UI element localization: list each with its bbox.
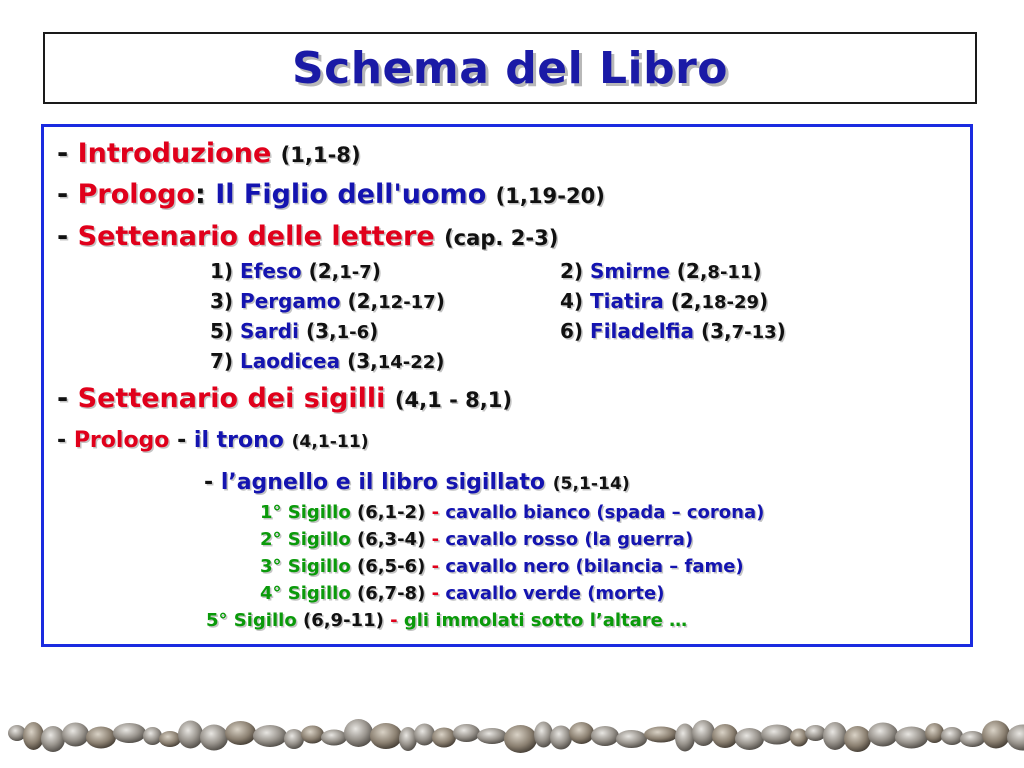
- pebble: [200, 725, 228, 751]
- section-label: Settenario dei sigilli: [77, 383, 386, 414]
- item-number: 7): [210, 349, 234, 373]
- verse-ref: (6,7-8): [356, 583, 426, 604]
- seal-label: 4° Sigillo: [260, 583, 351, 604]
- section-label: Prologo: [73, 428, 170, 453]
- pebble: [399, 727, 417, 751]
- pebble: [370, 723, 402, 749]
- pebble: [941, 727, 963, 745]
- church-item: [560, 259, 762, 283]
- item-number: 6): [560, 319, 584, 343]
- outline-prologo: [57, 179, 605, 210]
- pebble: [925, 723, 944, 743]
- church-item: [210, 319, 378, 343]
- pebble: [23, 722, 44, 750]
- separator: -: [177, 428, 187, 453]
- pebble: [1007, 725, 1024, 751]
- seal-item: [260, 556, 744, 577]
- pebble: [143, 727, 162, 745]
- pebble: [62, 723, 89, 747]
- pebble-border: [0, 712, 1024, 762]
- seal-item: [260, 529, 693, 550]
- pebble: [414, 724, 435, 746]
- seal-description: cavallo verde (morte): [445, 583, 665, 604]
- pebble: [253, 725, 287, 747]
- pebble: [113, 723, 146, 743]
- verse-ref: (2,1-7): [308, 259, 381, 283]
- pebble: [504, 725, 537, 753]
- pebble: [982, 721, 1010, 749]
- pebble: [675, 724, 695, 752]
- pebble: [284, 729, 304, 749]
- bullet-dash: -: [57, 179, 69, 210]
- pebble: [616, 730, 647, 748]
- verse-ref: (cap. 2-3): [444, 225, 559, 250]
- seal-item: [260, 502, 764, 523]
- church-item: [210, 349, 444, 373]
- seal-description: cavallo nero (bilancia – fame): [445, 556, 744, 577]
- church-item: [560, 319, 786, 343]
- verse-ref: (3,1-6): [305, 319, 379, 343]
- bullet-dash: -: [57, 221, 69, 252]
- seal-item: [206, 610, 687, 631]
- title-box: [43, 32, 977, 104]
- outline-sigilli: [57, 383, 512, 414]
- separator: -: [431, 556, 440, 577]
- verse-ref: (5,1-14): [552, 474, 630, 494]
- verse-ref: (6,5-6): [356, 556, 426, 577]
- page-title: Schema del Libro: [291, 42, 729, 94]
- pebble: [344, 719, 373, 747]
- seal-label: 1° Sigillo: [260, 502, 351, 523]
- pebble: [868, 723, 898, 747]
- section-subtitle: Il Figlio dell'uomo: [215, 179, 487, 210]
- separator: -: [431, 529, 440, 550]
- pebble: [477, 728, 507, 744]
- outline-agnello: [204, 470, 630, 495]
- church-name: Sardi: [240, 319, 299, 343]
- item-number: 5): [210, 319, 234, 343]
- church-name: Pergamo: [240, 289, 341, 313]
- bullet-dash: -: [204, 470, 214, 495]
- pebble: [823, 722, 847, 750]
- separator: -: [431, 583, 440, 604]
- seal-description: cavallo rosso (la guerra): [445, 529, 694, 550]
- separator: -: [431, 502, 440, 523]
- pebble: [712, 724, 738, 748]
- pebble: [321, 730, 347, 746]
- item-number: 4): [560, 289, 584, 313]
- seal-description: gli immolati sotto l’altare …: [403, 610, 688, 631]
- outline-prologo-trono: [57, 428, 369, 453]
- seal-description: cavallo bianco (spada – corona): [445, 502, 765, 523]
- church-name: Smirne: [590, 259, 670, 283]
- pebble: [534, 722, 553, 748]
- item-number: 2): [560, 259, 584, 283]
- bullet-dash: -: [57, 138, 69, 169]
- pebble: [735, 728, 764, 750]
- pebble: [178, 721, 203, 749]
- verse-ref: (3,14-22): [347, 349, 445, 373]
- verse-ref: (2,18-29): [670, 289, 769, 313]
- church-item: [560, 289, 768, 313]
- verse-ref: (2,8-11): [676, 259, 762, 283]
- pebble: [41, 726, 65, 752]
- verse-ref: (6,9-11): [302, 610, 384, 631]
- pebble: [550, 726, 572, 750]
- item-number: 1): [210, 259, 234, 283]
- pebble: [591, 726, 619, 746]
- colon: :: [194, 179, 206, 210]
- verse-ref: (2,12-17): [347, 289, 445, 313]
- seal-label: 5° Sigillo: [206, 610, 297, 631]
- outline-intro: [57, 138, 361, 169]
- section-label: Prologo: [77, 179, 195, 210]
- church-item: [210, 289, 445, 313]
- church-item: [210, 259, 381, 283]
- pebble: [692, 720, 715, 746]
- pebble: [225, 721, 256, 745]
- verse-ref: (1,1-8): [280, 142, 361, 167]
- pebble: [453, 724, 480, 742]
- pebble: [301, 726, 324, 744]
- seal-label: 3° Sigillo: [260, 556, 351, 577]
- church-name: Efeso: [240, 259, 302, 283]
- verse-ref: (6,1-2): [356, 502, 426, 523]
- section-label: Settenario delle lettere: [77, 221, 435, 252]
- verse-ref: (4,1 - 8,1): [394, 387, 513, 412]
- pebble: [86, 727, 116, 749]
- pebble: [805, 725, 826, 741]
- bullet-dash: -: [57, 383, 69, 414]
- pebble: [644, 727, 678, 743]
- separator: -: [390, 610, 398, 631]
- pebble: [159, 731, 181, 747]
- verse-ref: (1,19-20): [495, 183, 605, 208]
- verse-ref: (6,3-4): [356, 529, 426, 550]
- seal-label: 2° Sigillo: [260, 529, 351, 550]
- pebble: [761, 725, 793, 745]
- bullet-dash: -: [57, 428, 67, 453]
- pebble: [960, 731, 985, 747]
- pebble: [432, 728, 456, 748]
- verse-ref: (4,1-11): [291, 432, 369, 452]
- seal-item: [260, 583, 664, 604]
- section-subtitle: il trono: [193, 428, 284, 453]
- section-subtitle: l’agnello e il libro sigillato: [220, 470, 546, 495]
- verse-ref: (3,7-13): [700, 319, 786, 343]
- outline-lettere: [57, 221, 558, 252]
- pebble: [844, 726, 871, 752]
- item-number: 3): [210, 289, 234, 313]
- pebble: [895, 727, 928, 749]
- church-name: Laodicea: [240, 349, 341, 373]
- church-name: Tiatira: [590, 289, 664, 313]
- pebble: [569, 722, 594, 744]
- church-name: Filadelfia: [590, 319, 694, 343]
- section-label: Introduzione: [77, 138, 272, 169]
